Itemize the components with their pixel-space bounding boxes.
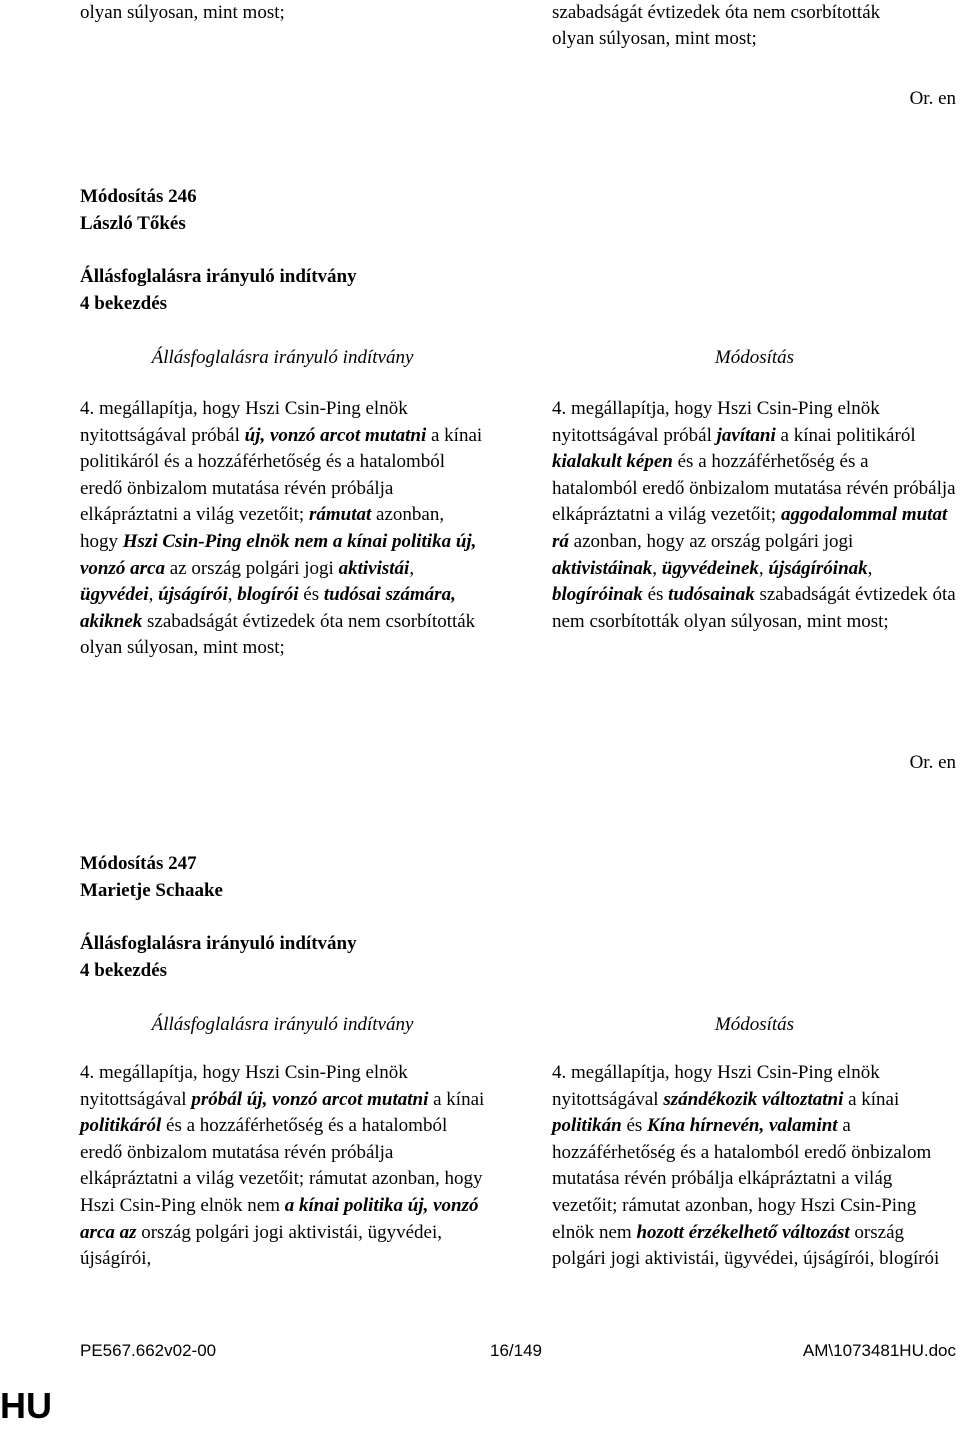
original-text: 4. megállapítja, hogy Hszi Csin-Ping elnök nyitottságával próbál új, vonzó arcot mutatni a kínai politikáról és a hozzáférhetőség és a hatalomból eredő önbizalom mutatása révén próbálja elkápráztatni a világ vezetőit; rámutat azonban, hogy Hszi Csin-Ping elnök nem a kínai politika új, vonzó arca az ország polgári jogi aktivistái, ügyvédei, újságírói, blogírói és tudósai számára, akiknek szabadságát évtizedek óta nem csorbították olyan súlyosan, mint most; bbox=[80, 398, 483, 659]
original-language-label: Or. en bbox=[909, 752, 956, 773]
amendment-target-doc: Állásfoglalásra irányuló indítvány bbox=[80, 933, 357, 954]
column-header-original: Állásfoglalásra irányuló indítvány bbox=[151, 1014, 414, 1035]
amendment-author: László Tőkés bbox=[80, 213, 186, 234]
prev-amendment-right-tail-line2: olyan súlyosan, mint most; bbox=[552, 28, 757, 49]
column-header-amendment: Módosítás bbox=[714, 1014, 795, 1035]
amendment-author: Marietje Schaake bbox=[80, 880, 223, 901]
column-header-amendment: Módosítás bbox=[714, 347, 795, 368]
amendment-number: Módosítás 246 bbox=[80, 186, 197, 207]
amendment-number: Módosítás 247 bbox=[80, 853, 197, 874]
amended-text: 4. megállapítja, hogy Hszi Csin-Ping elnök nyitottságával szándékozik változtatni a kínai politikán és Kína hírnevén, valamint a hozzáférhetőség és a hatalomból eredő önbizalom mutatása révén próbálja elkápráztatni a világ vezetőit; rámutat azonban, hogy Hszi Csin-Ping elnök nem hozott érzékelhető változást ország polgári jogi aktivistái, ügyvédei, újságírói, blogírói bbox=[552, 1062, 940, 1270]
amendment-target-paragraph: 4 bekezdés bbox=[80, 293, 168, 314]
prev-amendment-right-tail-line1: szabadságát évtizedek óta nem csorbították bbox=[552, 2, 881, 23]
amendment-target-doc: Állásfoglalásra irányuló indítvány bbox=[80, 266, 357, 287]
footer-language-code: HU bbox=[0, 1385, 52, 1426]
original-text: 4. megállapítja, hogy Hszi Csin-Ping elnök nyitottságával próbál új, vonzó arcot mutatni a kínai politikáról és a hozzáférhetőség és a hatalomból eredő önbizalom mutatása révén próbálja elkápráztatni a világ vezetőit; rámutat azonban, hogy Hszi Csin-Ping elnök nem a kínai politika új, vonzó arca az ország polgári jogi aktivistái, ügyvédei, újságírói, bbox=[80, 1062, 485, 1270]
prev-amendment-left-tail: olyan súlyosan, mint most; bbox=[80, 2, 285, 23]
footer-page-number: 16/149 bbox=[490, 1341, 542, 1360]
original-language-label: Or. en bbox=[909, 88, 956, 109]
amendment-target-paragraph: 4 bekezdés bbox=[80, 960, 168, 981]
footer-file-name: AM\1073481HU.doc bbox=[802, 1341, 956, 1360]
amended-text: 4. megállapítja, hogy Hszi Csin-Ping elnök nyitottságával próbál javítani a kínai politikáról kialakult képen és a hozzáférhetőség és a hatalomból eredő önbizalom mutatása révén próbálja elkápráztatni a világ vezetőit; aggodalommal mutat rá azonban, hogy az ország polgári jogi aktivistáinak, ügyvédeinek, újságíróinak, blogíróinak és tudósainak szabadságát évtizedek óta nem csorbították olyan súlyosan, mint most; bbox=[552, 398, 956, 632]
column-header-original: Állásfoglalásra irányuló indítvány bbox=[151, 347, 414, 368]
footer-doc-ref: PE567.662v02-00 bbox=[80, 1341, 217, 1360]
